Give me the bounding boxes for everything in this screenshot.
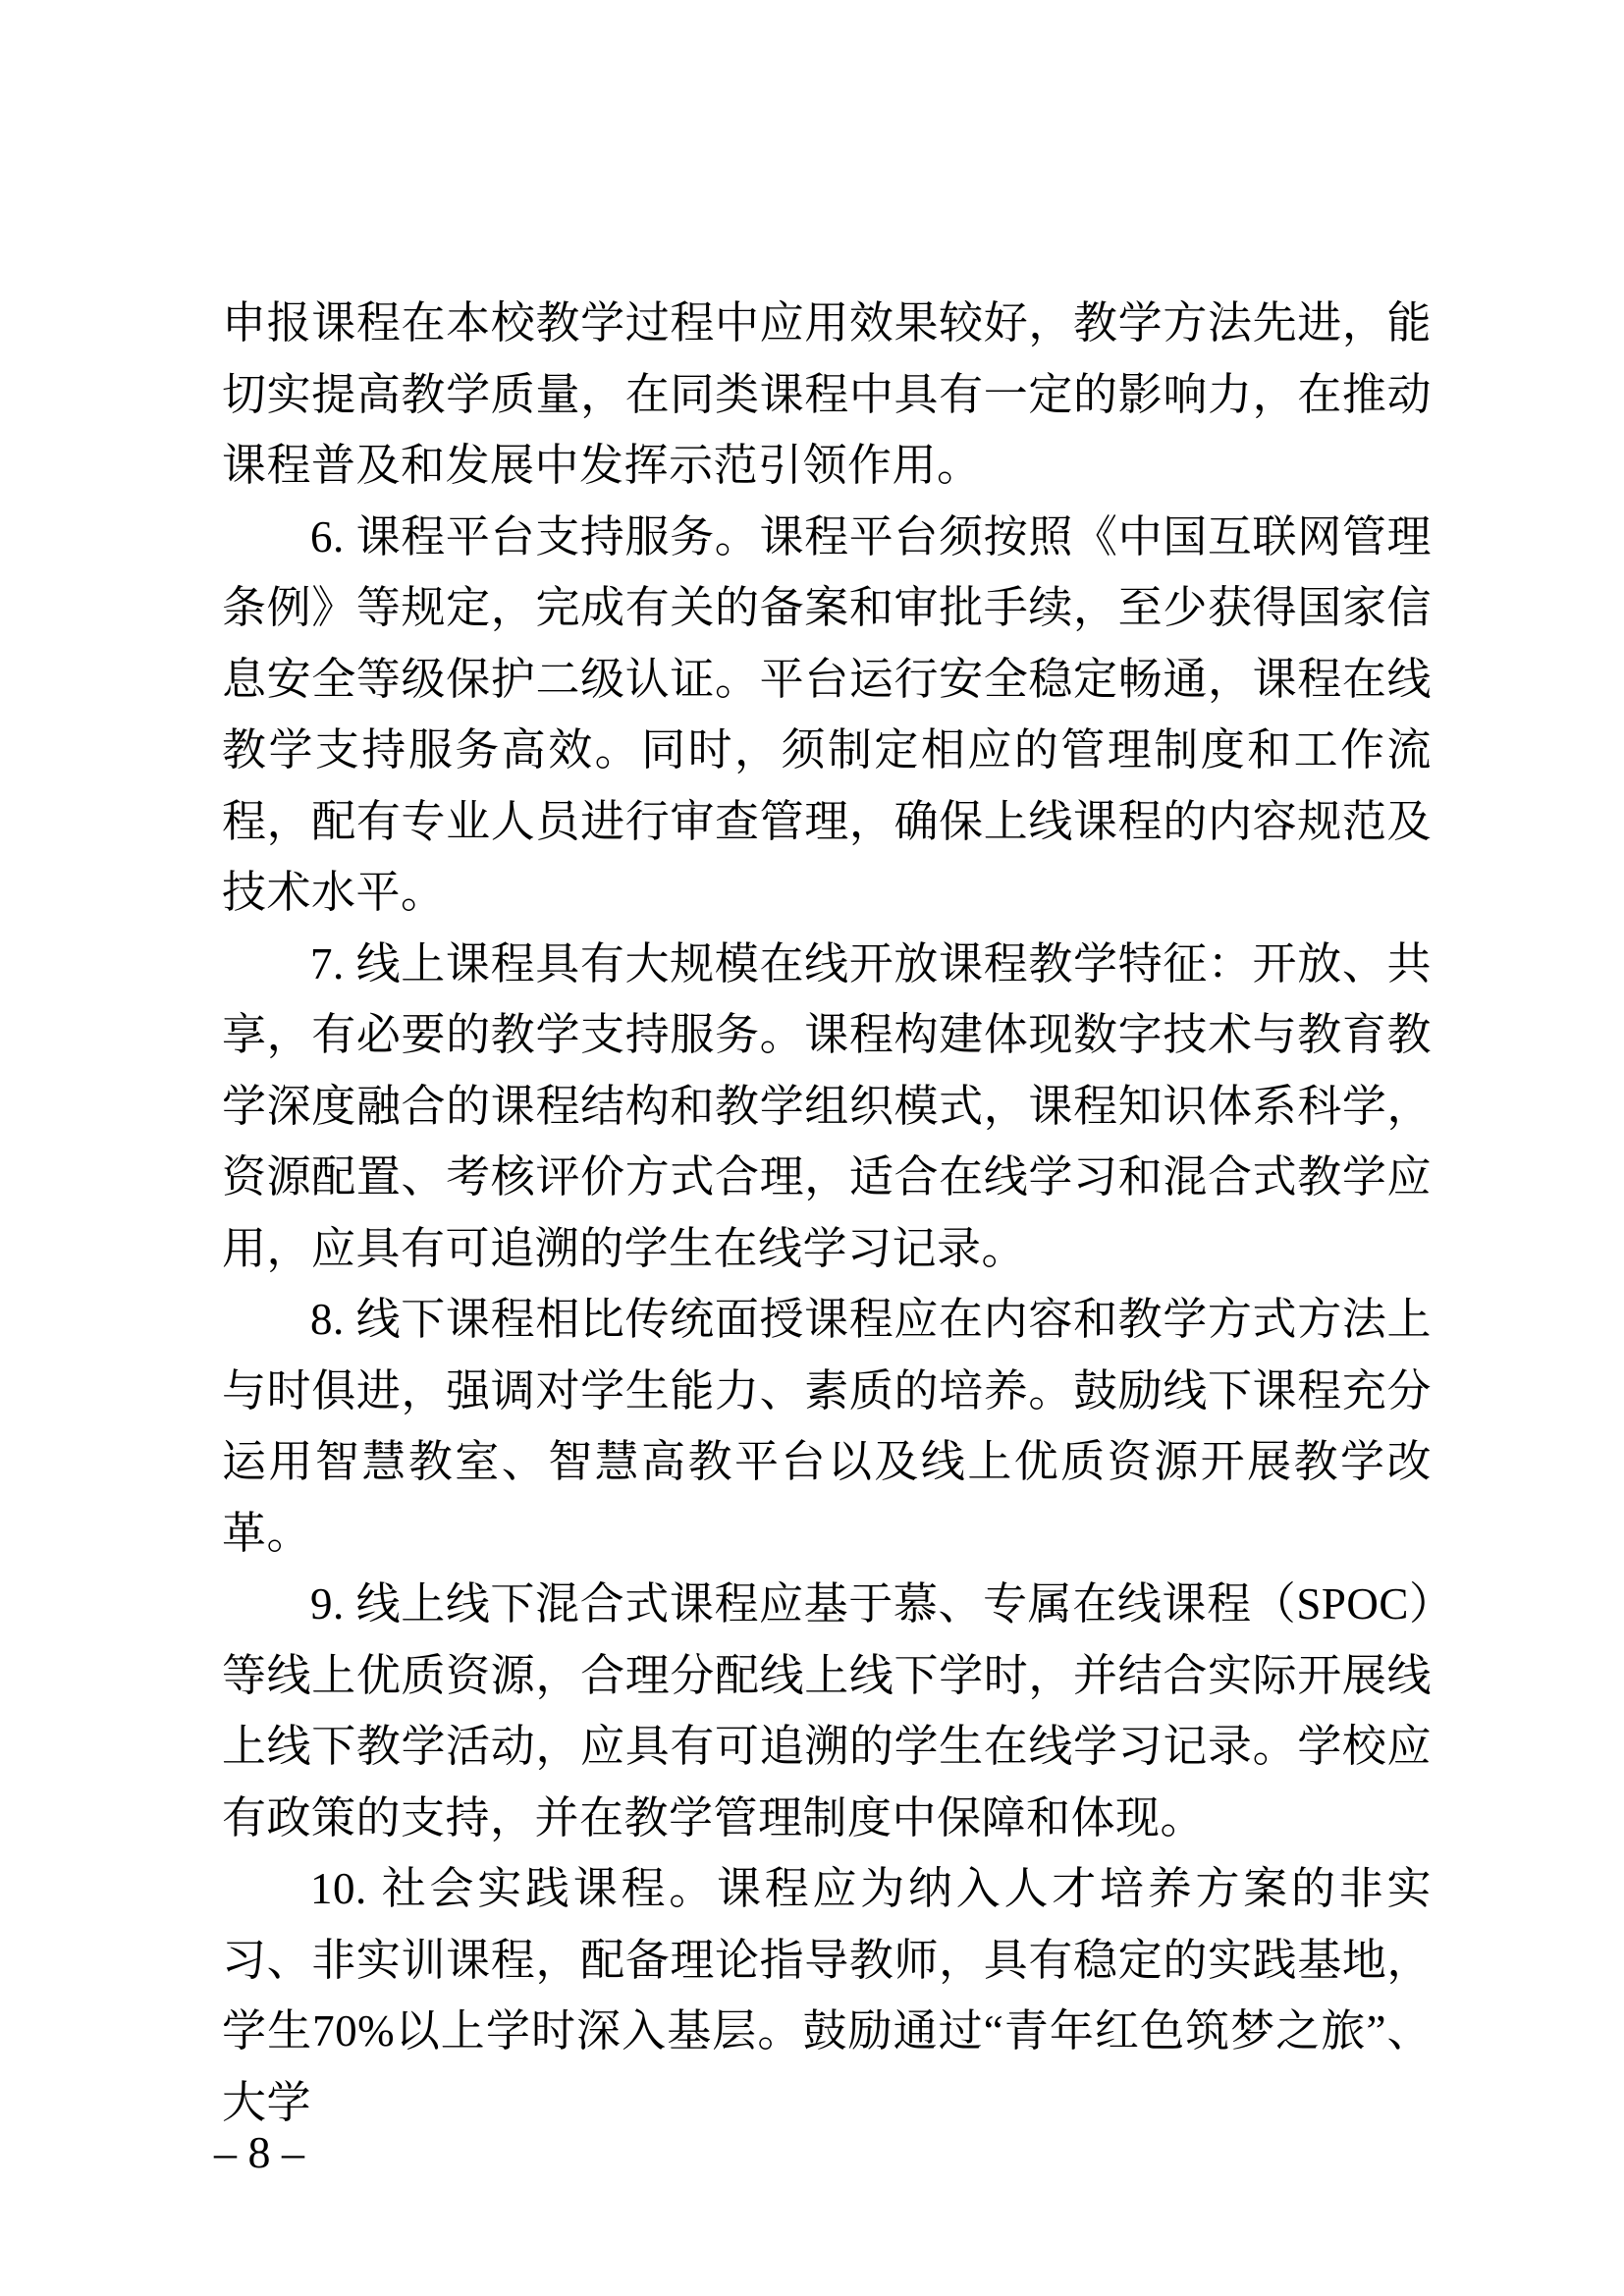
body-paragraph-item-10: 10. 社会实践课程。课程应为纳入人才培养方案的非实习、非实训课程，配备理论指导教师，具有稳定的实践基地，学生70%以上学时深入基层。鼓励通过“青年红色筑梦之旅”、大学 bbox=[222, 1864, 1432, 2127]
page-number: – 8 – bbox=[214, 2127, 304, 2177]
body-paragraph-item-6: 6. 课程平台支持服务。课程平台须按照《中国互联网管理条例》等规定，完成有关的备案和审批手续，至少获得国家信息安全等级保护二级认证。平台运行安全稳定畅通，课程在线教学支持服务高效。同时，须制定相应的管理制度和工作流程，配有专业人员进行审查管理，确保上线课程的内容规范及技术水平。 bbox=[222, 511, 1432, 917]
body-paragraph-item-8: 8. 线下课程相比传统面授课程应在内容和教学方式方法上与时俱进，强调对学生能力、素质的培养。鼓励线下课程充分运用智慧教室、智慧高教平台以及线上优质资源开展教学改革。 bbox=[222, 1295, 1432, 1558]
body-paragraph-item-9: 9. 线上线下混合式课程应基于慕、专属在线课程（SPOC）等线上优质资源，合理分配线上线下学时，并结合实际开展线上线下教学活动，应具有可追溯的学生在线学习记录。学校应有政策的支持，并在教学管理制度中保障和体现。 bbox=[222, 1579, 1432, 1842]
document-body bbox=[222, 288, 1432, 2138]
body-paragraph-continuation: 申报课程在本校教学过程中应用效果较好，教学方法先进，能切实提高教学质量，在同类课程中具有一定的影响力，在推动课程普及和发展中发挥示范引领作用。 bbox=[222, 298, 1432, 490]
body-paragraph-item-7: 7. 线上课程具有大规模在线开放课程教学特征：开放、共享，有必要的教学支持服务。课程构建体现数字技术与教育教学深度融合的课程结构和教学组织模式，课程知识体系科学，资源配置、考核评价方式合理，适合在线学习和混合式教学应用，应具有可追溯的学生在线学习记录。 bbox=[222, 938, 1432, 1273]
